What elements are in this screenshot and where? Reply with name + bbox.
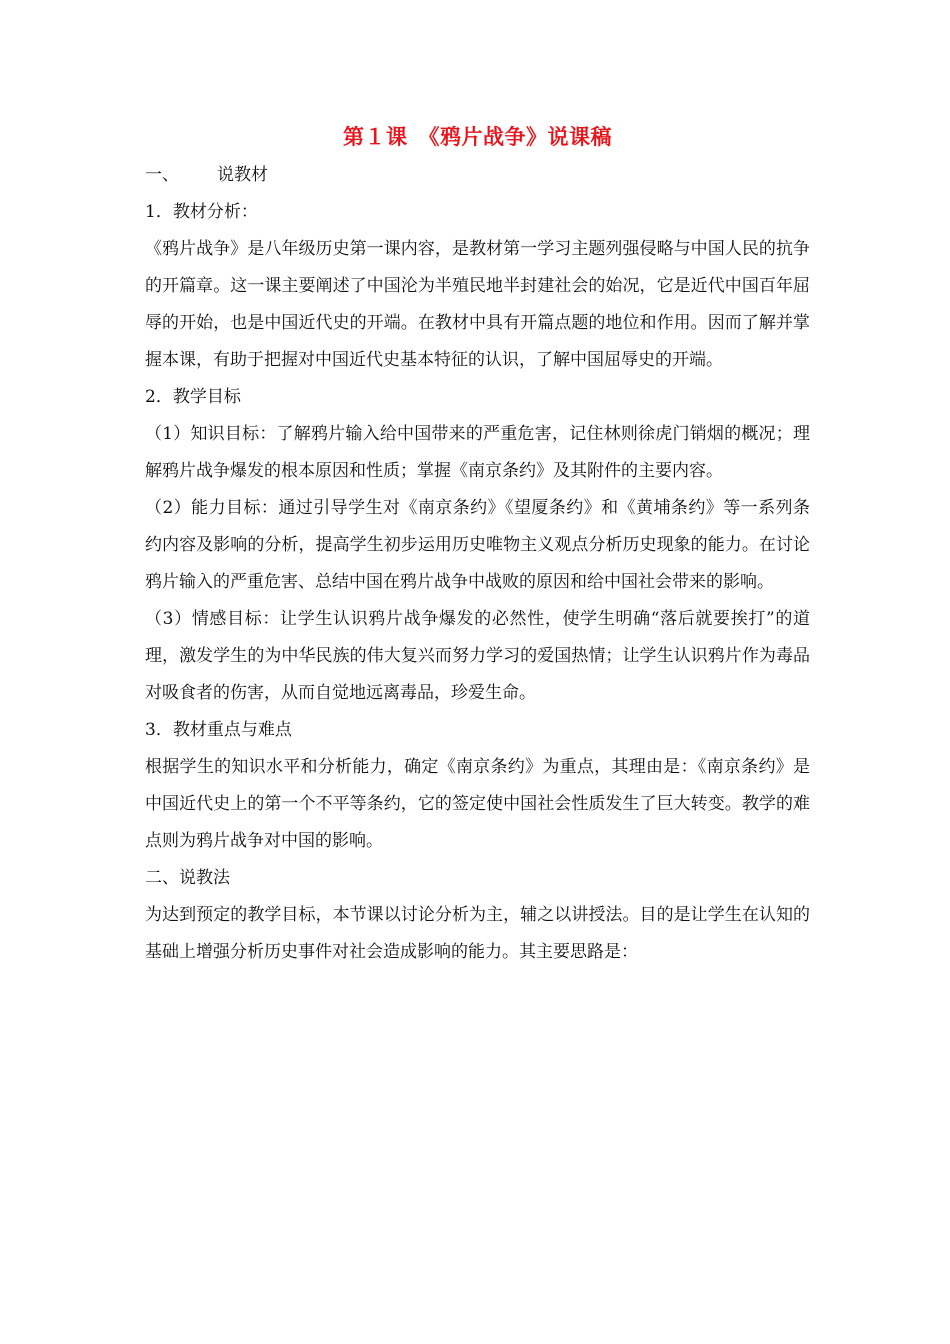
document-title: 第１课 《鸦片战争》说课稿 <box>343 125 612 149</box>
document-page <box>145 118 810 971</box>
section-one-number: 一、 <box>145 165 179 185</box>
key-points-paragraph: 根据学生的知识水平和分析能力，确定《南京条约》为重点，其理由是：《南京条约》是中国近代史上的第一个不平等条约，它的签定使中国社会性质发生了巨大转变。教学的难点则为鸦片战争对中国的影响。 <box>145 757 810 851</box>
section-two-heading: 二、说教法 <box>145 868 230 888</box>
analysis-paragraph: 《鸦片战争》是八年级历史第一课内容，是教材第一学习主题列强侵略与中国人民的抗争的开篇章。这一课主要阐述了中国沦为半殖民地半封建社会的始况，它是近代中国百年屈辱的开始，也是中国近代史的开端。在教材中具有开篇点题的地位和作用。因而了解并掌握本课，有助于把握对中国近代史基本特征的认识，了解中国屈辱史的开端。 <box>145 239 810 370</box>
section-one-heading <box>145 157 810 194</box>
teaching-method-paragraph: 为达到预定的教学目标，本节课以讨论分析为主，辅之以讲授法。目的是让学生在认知的基础上增强分析历史事件对社会造成影响的能力。其主要思路是： <box>145 905 810 962</box>
section-one-label: 说教材 <box>217 165 268 185</box>
goal-emotion-paragraph: （3）情感目标：让学生认识鸦片战争爆发的必然性，使学生明确“落后就要挨打”的道理，激发学生的为中华民族的伟大复兴而努力学习的爱国热情；让学生认识鸦片作为毒品对吸食者的伤害，从而自觉地远离毒品，珍爱生命。 <box>145 609 810 703</box>
subsection-key-points-heading: 3．教材重点与难点 <box>145 720 292 740</box>
goal-knowledge-paragraph: （1）知识目标：了解鸦片输入给中国带来的严重危害，记住林则徐虎门销烟的概况；理解鸦片战争爆发的根本原因和性质；掌握《南京条约》及其附件的主要内容。 <box>145 424 810 481</box>
goal-ability-paragraph: （2）能力目标：通过引导学生对《南京条约》《望厦条约》和《黄埔条约》等一系列条约内容及影响的分析，提高学生初步运用历史唯物主义观点分析历史现象的能力。在讨论鸦片输入的严重危害、总结中国在鸦片战争中战败的原因和给中国社会带来的影响。 <box>145 498 810 592</box>
subsection-goals-heading: 2．教学目标 <box>145 387 241 407</box>
subsection-analysis-heading: 1．教材分析： <box>145 202 258 222</box>
